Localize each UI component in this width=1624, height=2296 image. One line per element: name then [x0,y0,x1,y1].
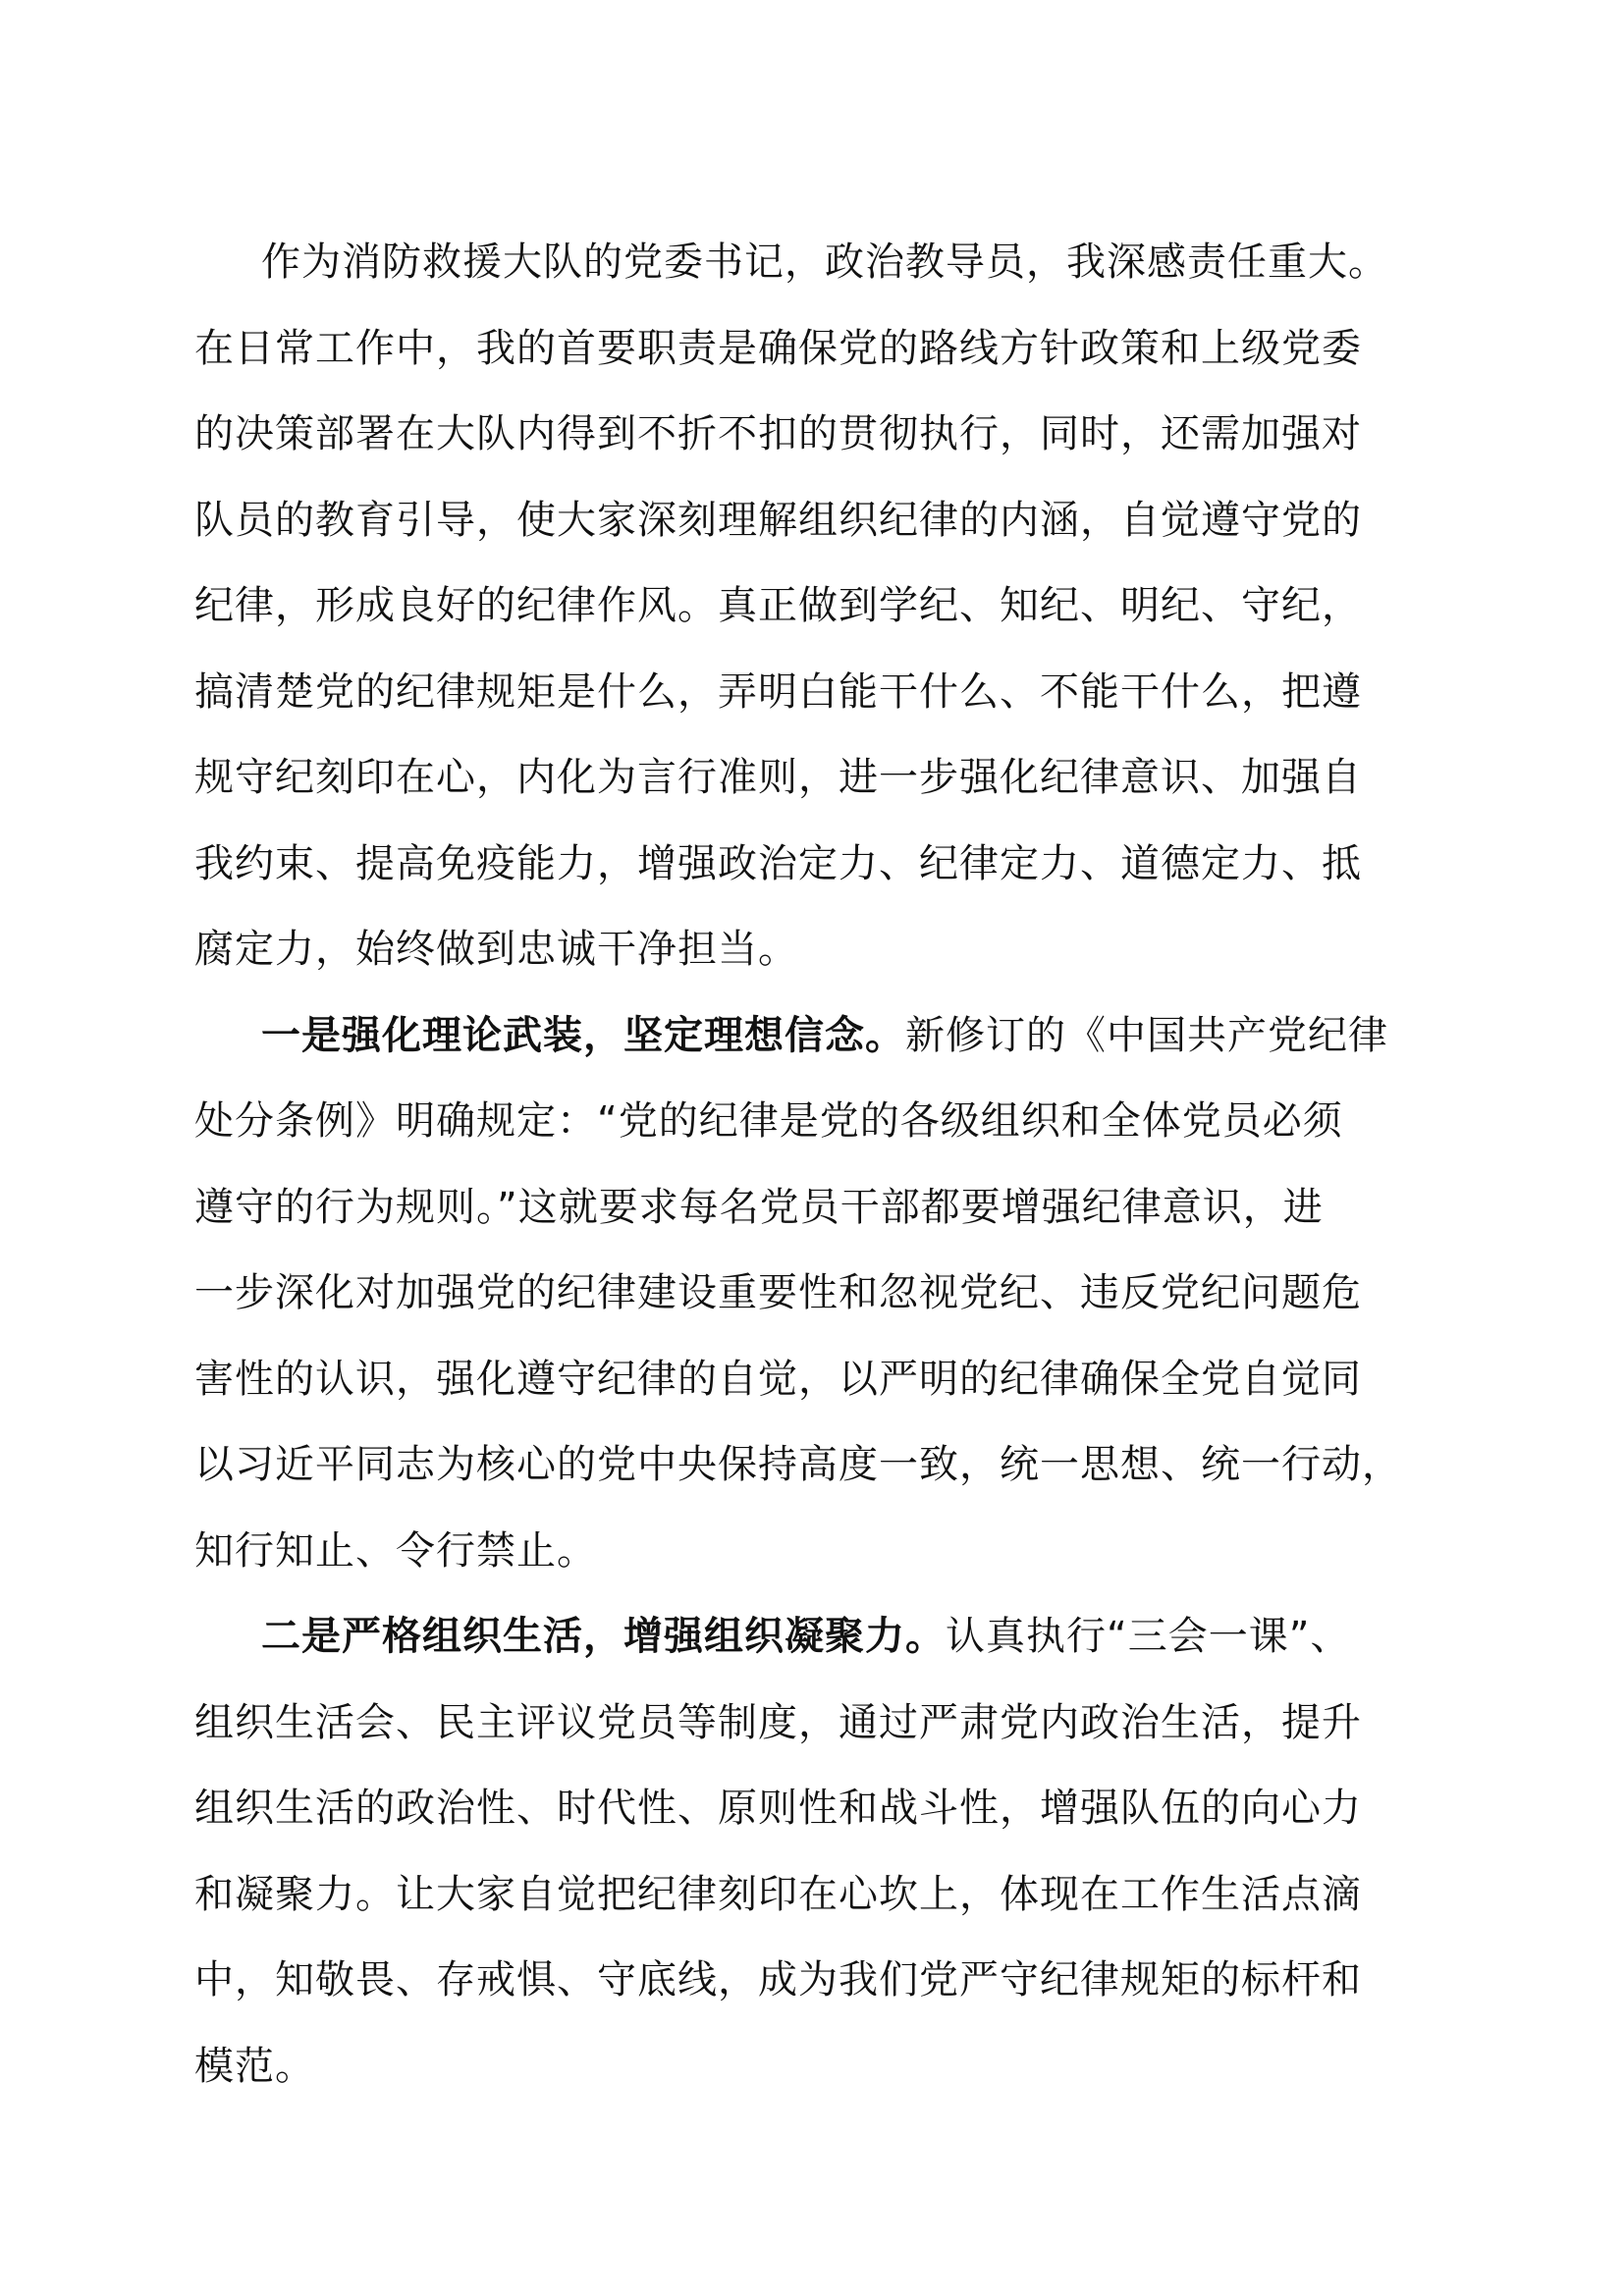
text-line [194,1594,1432,1681]
paragraph-intro [194,220,1432,993]
text-line: 纪律，形成良好的纪律作风。真正做到学纪、知纪、明纪、守纪， [194,583,1362,628]
text-line: 中，知敬畏、存戒惧、守底线，成为我们党严守纪律规矩的标杆和 [194,1957,1362,2002]
text-line: 在日常工作中，我的首要职责是确保党的路线方针政策和上级党委 [194,325,1362,371]
point-one-heading: 一是强化理论武装，坚定理想信念。 [261,1012,905,1058]
text-line: 腐定力，始终做到忠诚干净担当。 [194,927,798,972]
text-line: 知行知止、令行禁止。 [194,1527,597,1574]
text-line: 和凝聚力。让大家自觉把纪律刻印在心坎上，体现在工作生活点滴 [194,1871,1362,1917]
point-two-first-line-text: 认真执行“三会一课”、 [946,1614,1351,1659]
text-line [194,993,1432,1080]
point-one-first-line-text: 新修订的《中国共产党纪律 [905,1012,1388,1058]
text-line: 作为消防救援大队的党委书记，政治教导员，我深感责任重大。 [261,240,1388,285]
text-line: 的决策部署在大队内得到不折不扣的贯彻执行，同时，还需加强对 [194,411,1362,456]
text-line: 队员的教育引导，使大家深刻理解组织纪律的内涵，自觉遵守党的 [194,497,1362,543]
text-line: 模范。 [194,2043,315,2089]
point-two-heading: 二是严格组织生活，增强组织凝聚力。 [261,1614,946,1659]
paragraph-point-one [194,993,1432,1595]
text-line: 搞清楚党的纪律规矩是什么，弄明白能干什么、不能干什么，把遵 [194,668,1362,715]
text-line: 害性的认识，强化遵守纪律的自觉，以严明的纪律确保全党自觉同 [194,1356,1362,1402]
text-line: 组织生活的政治性、时代性、原则性和战斗性，增强队伍的向心力 [194,1786,1362,1831]
text-line: 一步深化对加强党的纪律建设重要性和忽视党纪、违反党纪问题危 [194,1270,1362,1315]
paragraph-point-two [194,1594,1432,2109]
text-line: 处分条例》明确规定：“党的纪律是党的各级组织和全体党员必须 [194,1098,1343,1144]
text-line: 我约束、提高免疫能力，增强政治定力、纪律定力、道德定力、抵 [194,840,1362,886]
text-line: 规守纪刻印在心，内化为言行准则，进一步强化纪律意识、加强自 [194,755,1362,800]
text-line: 遵守的行为规则。”这就要求每名党员干部都要增强纪律意识，进 [194,1184,1324,1230]
document-body [194,220,1432,2109]
text-line: 以习近平同志为核心的党中央保持高度一致，统一思想、统一行动， [194,1442,1402,1487]
text-line: 组织生活会、民主评议党员等制度，通过严肃党内政治生活，提升 [194,1699,1362,1745]
